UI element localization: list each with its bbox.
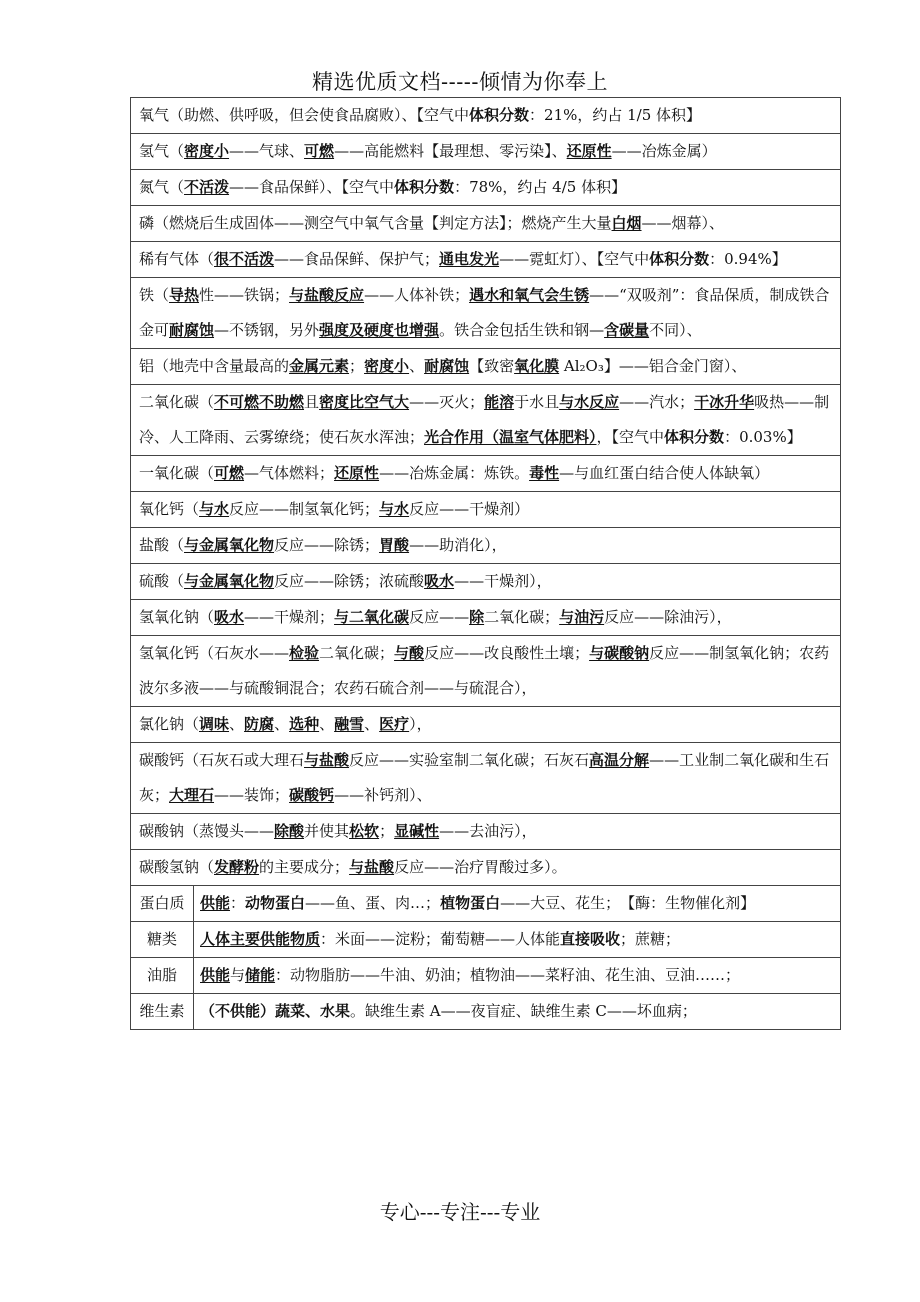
- substance-description: 硫酸（与金属氧化物反应——除锈；浓硫酸吸水——干燥剂），: [131, 564, 841, 600]
- key-term: 金属元素: [289, 357, 350, 375]
- key-term: 与水: [199, 500, 230, 518]
- key-term: 与金属氧化物: [184, 572, 275, 590]
- key-term: 人体主要供能物质: [200, 930, 321, 948]
- substance-description: 氮气（不活泼——食品保鲜）、【空气中体积分数：78%，约占 4/5 体积】: [131, 170, 841, 206]
- bold-term: 直接吸收: [560, 930, 621, 948]
- key-term: 氧化膜: [514, 357, 560, 375]
- nutrient-description: 供能：动物蛋白——鱼、蛋、肉…；植物蛋白——大豆、花生； 【酶：生物催化剂】: [194, 886, 841, 922]
- nutrient-label: 维生素: [131, 994, 194, 1030]
- substance-description: 铝（地壳中含量最高的金属元素；密度小、耐腐蚀【致密氧化膜 Al₂O₃】——铝合金门窗）、: [131, 349, 841, 385]
- key-term: 与盐酸: [304, 751, 350, 769]
- key-term: 密度小: [184, 142, 230, 160]
- substance-row: [131, 492, 841, 528]
- bold-term: （不供能）蔬菜、水果: [200, 1002, 351, 1020]
- key-term: 松软: [349, 822, 380, 840]
- key-term: 与金属氧化物: [184, 536, 275, 554]
- bold-term: 植物蛋白: [440, 894, 501, 912]
- key-term: 储能: [245, 966, 276, 984]
- key-term: 与碳酸钠: [589, 644, 650, 662]
- substance-description: 氯化钠（调味、防腐、选种、融雪、医疗），: [131, 707, 841, 743]
- substance-row: [131, 456, 841, 492]
- nutrient-row: [131, 922, 841, 958]
- key-term: 除酸: [274, 822, 305, 840]
- key-term: 发酵粉: [214, 858, 260, 876]
- substance-row: [131, 600, 841, 636]
- substance-description: 氢氧化钙（石灰水——检验二氧化碳；与酸反应——改良酸性土壤；与碳酸钠反应——制氢氧化钠；农药波尔多液——与硫酸铜混合；农药石硫合剂——与硫混合），: [131, 636, 841, 707]
- key-term: 毒性: [529, 464, 560, 482]
- bold-term: 体积分数: [469, 106, 530, 124]
- key-term: 胃酸: [379, 536, 410, 554]
- key-term: 吸水: [214, 608, 245, 626]
- key-term: 不活泼: [184, 178, 230, 196]
- substance-description: 氧化钙（与水反应——制氢氧化钙；与水反应——干燥剂）: [131, 492, 841, 528]
- substance-description: 碳酸氢钠（发酵粉的主要成分；与盐酸反应——治疗胃酸过多）。: [131, 850, 841, 886]
- substance-row: [131, 850, 841, 886]
- substance-row: [131, 528, 841, 564]
- substance-row: [131, 707, 841, 743]
- key-term: 选种: [289, 715, 320, 733]
- bold-term: 动物蛋白: [245, 894, 306, 912]
- nutrient-label: 糖类: [131, 922, 194, 958]
- nutrient-row: [131, 994, 841, 1030]
- substance-row: [131, 636, 841, 707]
- key-term: 遇水和氧气会生锈: [469, 286, 590, 304]
- key-term: 耐腐蚀: [169, 321, 215, 339]
- key-term: 与盐酸反应: [289, 286, 365, 304]
- key-term: 供能: [200, 966, 231, 984]
- key-term: 干冰升华: [694, 393, 755, 411]
- key-term: 调味: [199, 715, 230, 733]
- bold-term: 体积分数: [649, 250, 710, 268]
- substance-row: [131, 278, 841, 349]
- substance-row: [131, 349, 841, 385]
- substance-description: 铁（导热性——铁锅；与盐酸反应——人体补铁；遇水和氧气会生锈——“双吸剂”：食品保质，制成铁合金可耐腐蚀—不锈钢，另外强度及硬度也增强。铁合金包括生铁和钢—含碳量不同）、: [131, 278, 841, 349]
- key-term: 与油污: [559, 608, 605, 626]
- key-term: 耐腐蚀: [424, 357, 470, 375]
- substance-row: [131, 814, 841, 850]
- substance-description: 盐酸（与金属氧化物反应——除锈；胃酸——助消化），: [131, 528, 841, 564]
- nutrient-description: （不供能）蔬菜、水果。缺维生素 A——夜盲症、缺维生素 C——坏血病；: [194, 994, 841, 1030]
- key-term: 高温分解: [589, 751, 650, 769]
- key-term: 能溶: [484, 393, 515, 411]
- key-term: 医疗: [379, 715, 410, 733]
- key-term: 不可燃不助燃: [214, 393, 305, 411]
- substance-row: [131, 170, 841, 206]
- key-term: 与酸: [394, 644, 425, 662]
- key-term: 与水反应: [559, 393, 620, 411]
- key-term: 检验: [289, 644, 320, 662]
- nutrient-label: 蛋白质: [131, 886, 194, 922]
- bold-term: 体积分数: [664, 428, 725, 446]
- key-term: 吸水: [424, 572, 455, 590]
- key-term: 密度比空气大: [319, 393, 410, 411]
- substance-description: 氢气（密度小——气球、可燃——高能燃料【最理想、零污染】、还原性——冶炼金属）: [131, 134, 841, 170]
- chemistry-notes-table: [130, 97, 841, 1030]
- substance-description: 碳酸钙（石灰石或大理石与盐酸反应——实验室制二氧化碳；石灰石高温分解——工业制二氧化碳和生石灰；大理石——装饰；碳酸钙——补钙剂）、: [131, 743, 841, 814]
- nutrient-description: 人体主要供能物质：米面——淀粉；葡萄糖——人体能直接吸收；蔗糖；: [194, 922, 841, 958]
- substance-description: 氢氧化钠（吸水——干燥剂；与二氧化碳反应——除二氧化碳；与油污反应——除油污），: [131, 600, 841, 636]
- key-term: 供能: [200, 894, 231, 912]
- substance-description: 氧气（助燃、供呼吸，但会使食品腐败）、【空气中体积分数：21%，约占 1/5 体积】: [131, 98, 841, 134]
- page-footer: 专心---专注---专业: [379, 1200, 541, 1224]
- key-term: 显碱性: [394, 822, 440, 840]
- substance-row: [131, 385, 841, 456]
- substance-description: 一氧化碳（可燃—气体燃料；还原性——冶炼金属：炼铁。毒性—与血红蛋白结合使人体缺氧）: [131, 456, 841, 492]
- page-header: 精选优质文档-----倾情为你奉上: [312, 70, 608, 94]
- key-term: 碳酸钙: [289, 786, 335, 804]
- substance-description: 磷（燃烧后生成固体——测空气中氧气含量【判定方法】；燃烧产生大量白烟——烟幕）、: [131, 206, 841, 242]
- key-term: 还原性: [566, 142, 612, 160]
- nutrient-row: [131, 958, 841, 994]
- key-term: 可燃: [304, 142, 335, 160]
- key-term: 防腐: [244, 715, 275, 733]
- key-term: 光合作用（温室气体肥料）: [424, 428, 597, 446]
- key-term: 大理石: [169, 786, 215, 804]
- substance-row: [131, 98, 841, 134]
- substance-row: [131, 564, 841, 600]
- substance-row: [131, 242, 841, 278]
- key-term: 与水: [379, 500, 410, 518]
- substance-row: [131, 134, 841, 170]
- substance-description: 碳酸钠（蒸馒头——除酸并使其松软；显碱性——去油污），: [131, 814, 841, 850]
- key-term: 强度及硬度也增强: [319, 321, 440, 339]
- key-term: 融雪: [334, 715, 365, 733]
- key-term: 含碳量: [604, 321, 650, 339]
- key-term: 很不活泼: [214, 250, 275, 268]
- key-term: 通电发光: [439, 250, 500, 268]
- substance-description: 二氧化碳（不可燃不助燃且密度比空气大——灭火；能溶于水且与水反应——汽水；干冰升华吸热——制冷、人工降雨、云雾缭绕；使石灰水浑浊；光合作用（温室气体肥料），【空气中体积分数：0.03%】: [131, 385, 841, 456]
- nutrient-description: 供能与储能：动物脂肪——牛油、奶油；植物油——菜籽油、花生油、豆油……；: [194, 958, 841, 994]
- key-term: 白烟: [611, 214, 642, 232]
- nutrient-label: 油脂: [131, 958, 194, 994]
- key-term: 密度小: [364, 357, 410, 375]
- key-term: 还原性: [334, 464, 380, 482]
- key-term: 可燃: [214, 464, 245, 482]
- bold-term: 体积分数: [394, 178, 455, 196]
- substance-row: [131, 743, 841, 814]
- key-term: 与盐酸: [349, 858, 395, 876]
- substance-description: 稀有气体（很不活泼——食品保鲜、保护气；通电发光——霓虹灯）、【空气中体积分数：0.94%】: [131, 242, 841, 278]
- nutrient-row: [131, 886, 841, 922]
- key-term: 除: [469, 608, 485, 626]
- key-term: 与二氧化碳: [334, 608, 410, 626]
- key-term: 导热: [169, 286, 200, 304]
- substance-row: [131, 206, 841, 242]
